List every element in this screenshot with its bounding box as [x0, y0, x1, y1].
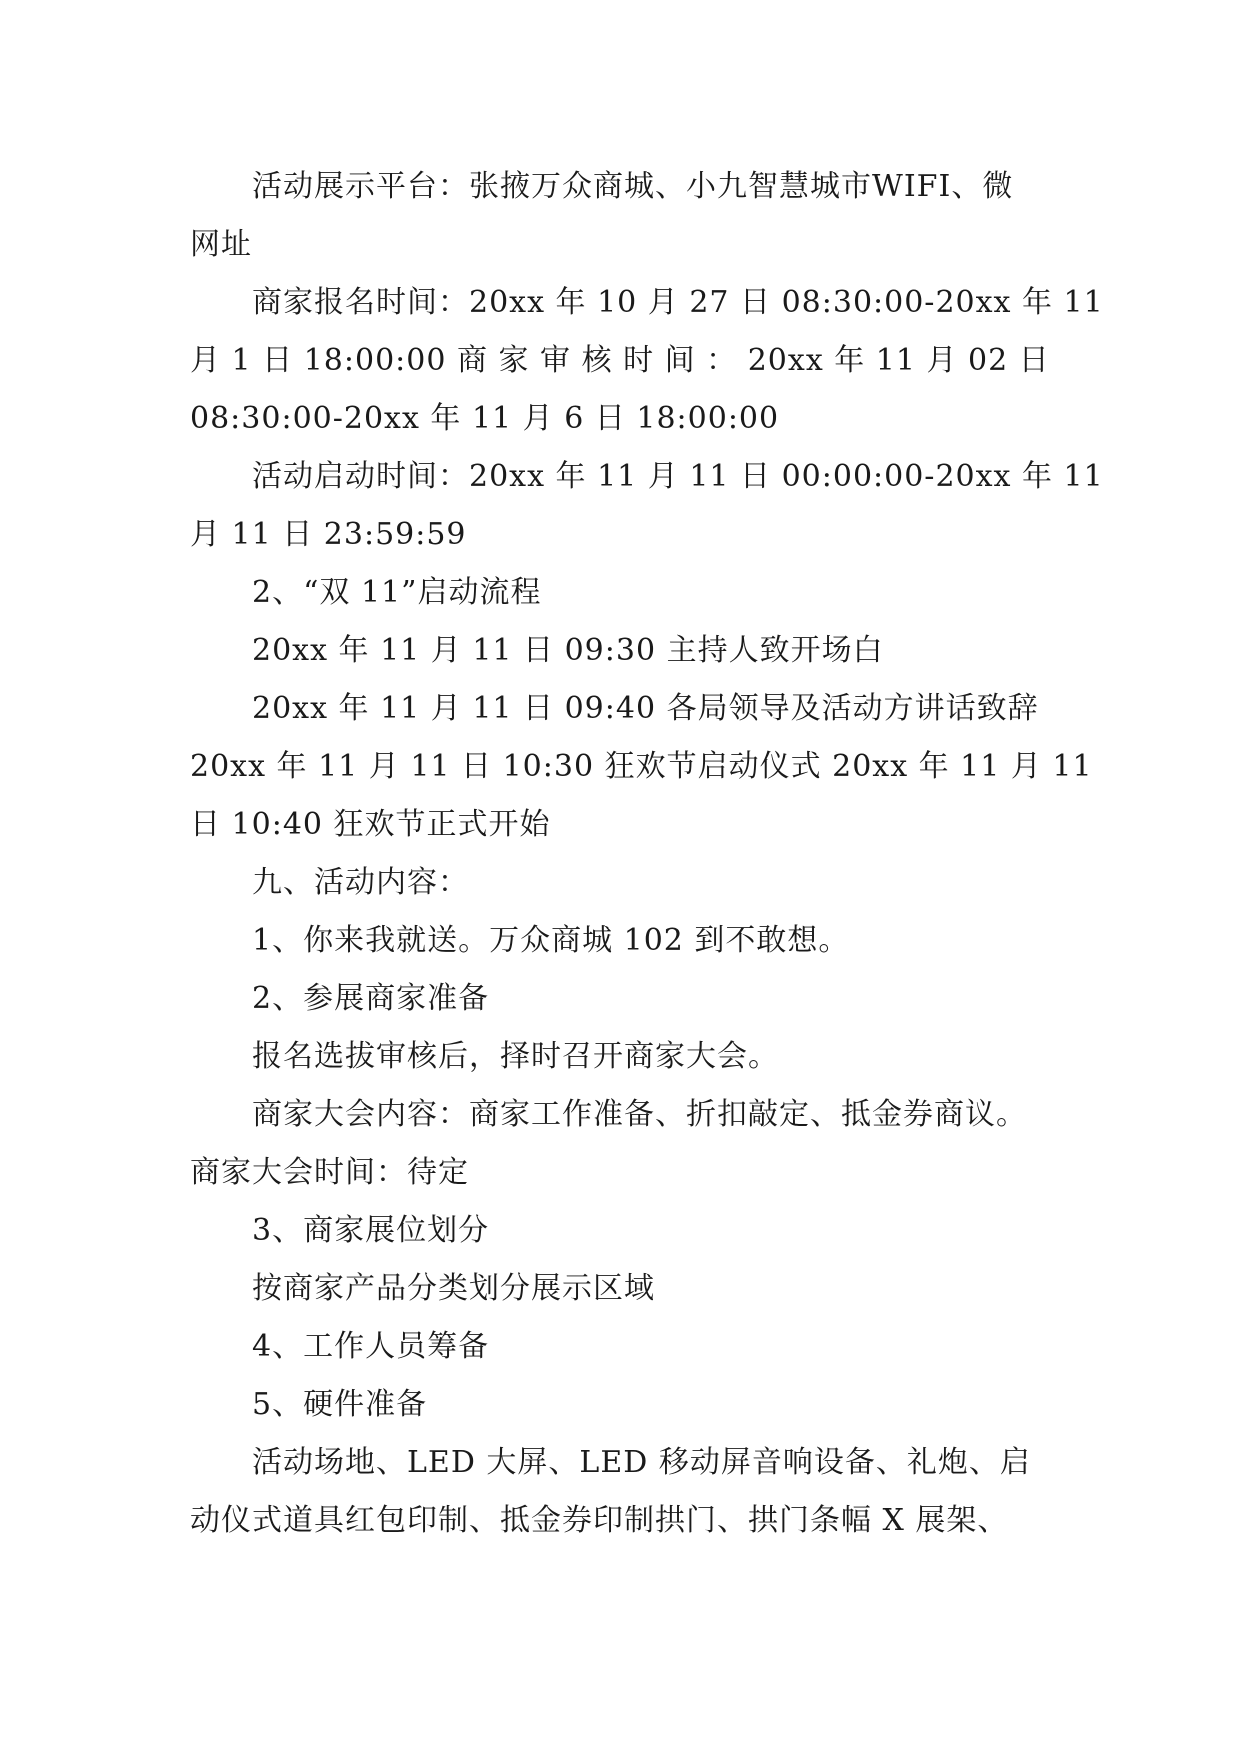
- text-line: 20xx 年 11 月 11 日 09:40 各局领导及活动方讲话致辞: [252, 691, 1039, 726]
- text-line: 商家大会内容：商家工作准备、折扣敲定、抵金券商议。: [252, 1097, 1027, 1132]
- text-line: 按商家产品分类划分展示区域: [252, 1271, 655, 1306]
- text-line: 08:30:00-20xx 年 11 月 6 日 18:00:00: [190, 401, 780, 436]
- section-heading: 5、硬件准备: [252, 1387, 428, 1422]
- text-line: 报名选拔审核后，择时召开商家大会。: [252, 1039, 779, 1074]
- text-line: 20xx 年 11 月 11 日 09:30 主持人致开场白: [252, 633, 884, 668]
- text-line: 20xx 年 11 月 11 日 10:30 狂欢节启动仪式 20xx 年 11 月 11: [190, 749, 1093, 784]
- text-line: 日 10:40 狂欢节正式开始: [190, 807, 551, 842]
- text-line: 活动场地、LED 大屏、LED 移动屏音响设备、礼炮、启: [252, 1445, 1031, 1480]
- section-heading: 4、工作人员筹备: [252, 1329, 490, 1364]
- text-line: 活动展示平台：张掖万众商城、小九智慧城市WIFI、微: [252, 169, 1014, 204]
- text-line: 商家报名时间：20xx 年 10 月 27 日 08:30:00-20xx 年 11: [252, 285, 1104, 320]
- section-heading: 2、“双 11”启动流程: [252, 575, 542, 610]
- text-line: 商家大会时间：待定: [190, 1155, 469, 1190]
- section-heading: 2、参展商家准备: [252, 981, 490, 1016]
- section-heading: 3、商家展位划分: [252, 1213, 490, 1248]
- text-line: 月 11 日 23:59:59: [190, 517, 467, 552]
- text-line: 网址: [190, 227, 252, 262]
- text-line: 活动启动时间：20xx 年 11 月 11 日 00:00:00-20xx 年 11: [252, 459, 1104, 494]
- section-heading: 九、活动内容：: [252, 865, 469, 900]
- document-body: [190, 158, 1104, 1550]
- text-line: 动仪式道具红包印制、抵金券印制拱门、拱门条幅 X 展架、: [190, 1503, 1009, 1538]
- text-line: 1、你来我就送。万众商城 102 到不敢想。: [252, 923, 850, 958]
- text-line: 月 1 日 18:00:00 商 家 审 核 时 间 ： 20xx 年 11 月 02 日: [190, 343, 1050, 378]
